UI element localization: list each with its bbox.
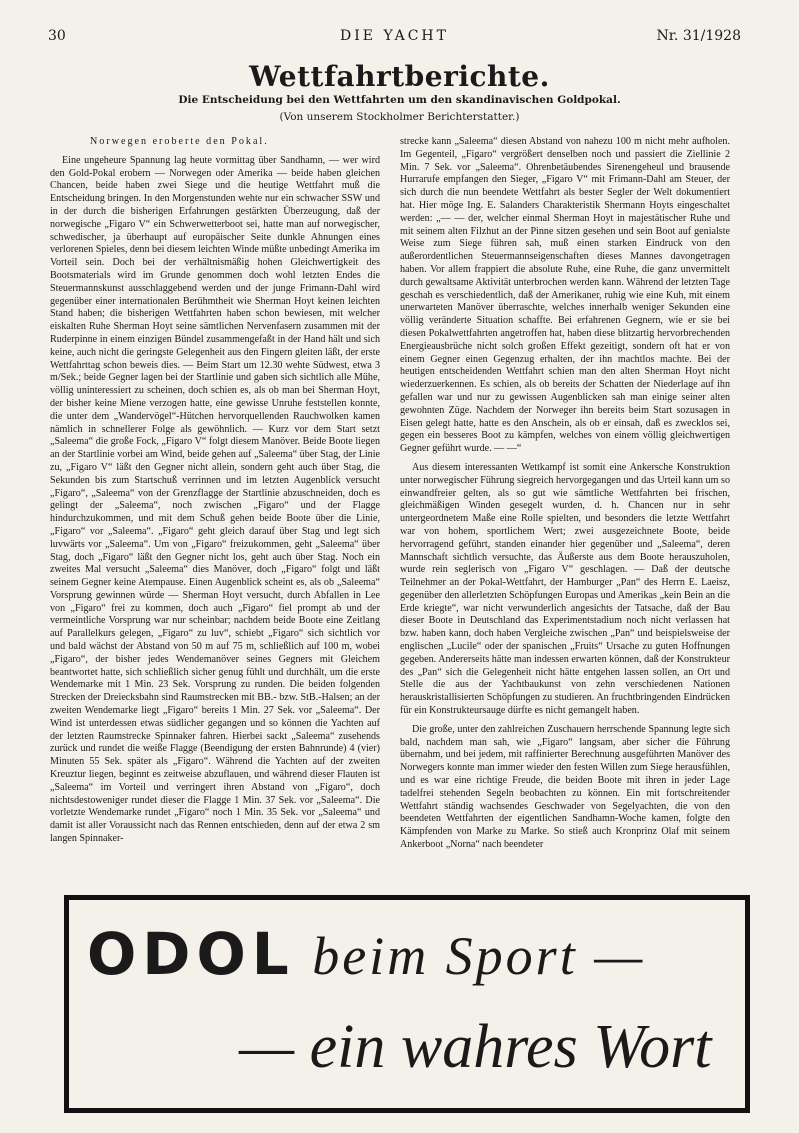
article-byline: (Von unserem Stockholmer Berichterstatter.) xyxy=(279,111,520,123)
ad-brand: ODOL xyxy=(87,920,295,988)
ad-slogan-2: — ein wahres Wort xyxy=(239,1013,712,1081)
article-subtitle: Die Entscheidung bei den Wettfahrten um den skandinavischen Goldpokal. xyxy=(178,94,621,106)
ad-line-1 xyxy=(87,920,645,988)
article-column-right xyxy=(400,136,730,871)
article-title: Wettfahrtberichte. xyxy=(249,60,550,93)
ad-slogan-1: beim Sport — xyxy=(312,926,646,986)
odol-advertisement xyxy=(64,895,750,1113)
article-column-left xyxy=(50,136,380,871)
paragraph: Eine ungeheure Spannung lag heute vormittag über Sandhamn, — wer wird den Gold-Pokal erobern — Norwegen oder Amerika — beide haben gleichen Chancen, beide haben zwei Siege und die heutige Wettfahrt muß die Entscheidung bringen. In den Morgenstunden wehte nur ein schwacher SSW und in der durch die bisherigen Erfahrungen gestärkten Überzeugung, daß der norwegische „Figaro V“ ein Schwerwetterboot sei, hatte man auf norwegischer, schwedischer, ja überhaupt auf europäischer Seite dunkle Ahnungen eines verlorenen Spieles, denn bei diesem leichten Winde müßte unbedingt Amerika im Vorteil sein. Doch bei der verhältnismäßig hohen Gleichwertigkeit des Bootsmaterials wird im Grunde genommen doch wohl letzten Endes die Steuermannskunst ausschlaggebend werden und der junge Frimann-Dahl wird gegenüber einer internationalen Berühmtheit wie Sherman Hoyt keinen leichten Stand haben; die bisherigen Wettfahrten haben schon bewiesen, mit welcher eiskalten Ruhe Sherman Hoyt seine sämtlichen Nervenfasern zusammen mit der Ruderpinne in einem einzigen Bündel zusammengefaßt in der Hand hält und sich keine, auch nicht die geringste Gelegenheit aus den Fingern gleiten läßt, der erste Wettfahrttag schon beweis dies. — Beim Start um 12.30 wehte Südwest, etwa 3 m/Sek.; beide Gegner lagen bei der Startlinie und gaben sich sichtlich alle Mühe, völlig uninteressiert zu scheinen, doch schien es, als ob man bei Sherman Hoyt, der bisher keine Miene verzogen hatte, eine gewisse Unruhe feststellen konnte, die unter dem „Wandervögel“-Hütchen hervorquellenden Rauchwolken kamen nämlich in schnellerer Folge als gewöhnlich. — Kurz vor dem Start setzt „Saleema“ die große Fock, „Figaro V“ folgt diesem Manöver. Beide Boote liegen an der Startlinie vorbei am Wind, beide gehen auf „Saleema“ über Stag, der Linie zu, „Figaro V“ läßt den Gegner nicht allein, sondern geht auch über Stag, die Sekunden bis zum Startschuß verrinnen und im letzten Augenblick versucht „Figaro“, „Saleema“ von der Grenzflagge der Startlinie abzuschneiden, doch es gelingt der „Saleema“, noch zwischen „Figaro“ und der Flagge hindurchzukommen, und mit dem Schuß gehen beide Boote über die Linie, „Figaro“ vor „Saleema“. „Figaro“ geht gleich darauf über Stag und legt sich luvwärts vor „Saleema“. Um von „Figaro“ freizukommen, geht „Saleema“ über Stag, doch „Figaro“ läßt den Gegner nicht los, geht auch über Stag. Noch ein zweites Mal versucht „Saleema“ dies Manöver, doch „Figaro“ folgt und läßt seinem Gegner keine Atempause. Einen Augenblick scheint es, als ob „Saleema“ Vorsprung gewinnen würde — Sherman Hoyt versucht, durch Abfallen in Lee von „Figaro“ frei zu kommen, doch auch „Figaro“ fiel prompt ab und der vermeintliche Vorsprung war nur scheinbar; nachdem beide Boote eine Zeitlang auf Parallelkurs gelegen, „Figaro“ zu luv“, schiebt „Figaro“ sich sichtlich vor und bald wächst der Abstand von 50 m auf 75 m, schließlich auf 100 m, wobei „Figaro“, der bisher jedes Wendemanöver seines Gegners mit Gleichem beantwortet hatte, sich schließlich sicher genug fühlt und durchhält, um die erste Wendemarke mit 1 Min. 23 Sek. Vorsprung zu runden. Die beiden folgenden Strecken der Dreiecksbahn sind Raumstrecken mit BB.- bzw. StB.-Halsen; an der zweiten Wendemarke liegt „Figaro“ bereits 1 Min. 27 Sek. vor „Saleema“. Der Wind ist unterdessen etwas südlicher gegangen und so können die Yachten auf der letzten Raumstrecke Spinnaker fahren. Hierbei sackt „Saleema“ zusehends zurück und rundet die weiße Flagge (Beendigung der ersten Bahnrunde) 4 (vier) Minuten 55 Sek. später als „Figaro“. Während die Yachten auf der zweiten Kreuztur liegen, beginnt es zeitweise abzuflauen, und während dieser Flauten ist „Saleema“ im Vorteil und verringert ihren Abstand von „Figaro“, doch nichtsdestoweniger rundet dieser die Flagge 1 Min. 37 Sek. vor „Saleema“. Die vorletzte Wendemarke rundet „Figaro“ noch 1 Min. 35 Sek. vor „Saleema“ und damit ist aller Voraussicht nach das Rennen entschieden, denn auf der etwa 2 sm langen Spinnaker- xyxy=(50,154,380,845)
paragraph: strecke kann „Saleema“ diesen Abstand von nahezu 100 m nicht mehr aufholen. Im Gegenteil, „Figaro“ vergrößert denselben noch und passiert die Ziellinie 2 Min. 7 Sek. vor „Saleema“. Ohrenbetäubendes Sirenengeheul und brausende Hurrarufe empfangen den Sieger, „Figaro V“ mit Frimann-Dahl am Steuer, der sich durch die nun beendete Wettfahrt als bester Segler der Welt dokumentiert hat. Hier möge Ing. E. Salanders Charakteristik Shermann Hoyts eingeschaltet werden: „— — der, welcher einmal Sherman Hoyt in majestätischer Ruhe und mit seinem alten Filzhut an der Pinne sitzen gesehen und sein Boot auf genialste Weise zum Siege führen sah, muß einen starken Eindruck von den außerordentlichen Steuermannseigenschaften dieses Mannes davongetragen haben. Vor allem frappiert die absolute Ruhe, eine Ruhe, die ganz unvermittelt durch gewaltsame Aktivität unterbrochen werden kann. Während der letzten Tage geschah es verschiedentlich, daß der Amerikaner, ruhig wie eine Kuh, mit einem unerwarteten Manöver überraschte, welches innerhalb weniger Sekunden eine völlig veränderte Situation schaffte. Bei erfahrenen Gegnern, wie er sie bei diesen Pokalwettfahrten angetroffen hat, haben diese blitzartig hervorbrechenden Energieausbrüche nicht solch großen Effekt gezeitigt, sondern oft hat er von einem Gegner einen Gegenzug erhalten, der ihn machtlos machte. Bei der heutigen entscheidenden Wettfahrt schien man den alten Sherman Hoyt nicht wiederzuerkennen. Es schien, als ob bereits der Schatten der Niederlage auf ihn gefallen war und nur zu gewissen Augenblicken sah man einige seiner alten gewohnten Züge. Nachdem der Norweger ihn bereits beim Start sozusagen in Eisen gelegt hatte, hatte es den Anschein, als ob er einsah, daß es zwecklos sei, gegen ein besseres Boot zu kämpfen, welches von einem völlig gleichwertigen Gegner geführt wurde. — —“ xyxy=(400,136,730,455)
paragraph: Die große, unter den zahlreichen Zuschauern herrschende Spannung legte sich bald, nachdem man sah, wie „Figaro“ langsam, aber sicher die Führung übernahm, und bei jedem, mit raffinierter Berechnung ausgeführten Manöver des Norwegers konnte man immer wieder den festen Willen zum Siege herausfühlen, und es war eine richtige Freude, die beiden Boote mit ihren in jeder Lage tadelfrei stehenden Segeln beobachten zu können. Ein mit fortschreitender Wettfahrt ständig wachsendes Geschwader von Segelyachten, die von den beendeten Wettfahrten der eigentlichen Sandhamn-Woche kamen, folgte den Kämpfenden von Marke zu Marke. So stieß auch Kronprinz Olaf mit seinem Ankerboot „Norna“ nach beendeter xyxy=(400,723,730,851)
paragraph: Aus diesem interessanten Wettkampf ist somit eine Ankersche Konstruktion unter norwegischer Führung siegreich hervorgegangen und das Urteil kann um so einwandfreier gelten, als so gut wie sämtliche Wettfahrten bei frischen, gleichmäßigen Winden gesegelt wurden, d. h. Chancen nur in sehr untergeordnetem Maße eine Rolle spielten, und besonders die letzte Wettfahrt war von hohem, sportlichem Wert; zwei ausgezeichnete Boote, beide hervorragend geführt, standen einander hier gegenüber und „Saleema“, deren Mannschaft sichtlich versuchte, das Äußerste aus dem Boote herauszuholen, wurde rein seglerisch von „Figaro V“ geschlagen. — Daß der deutsche Teilnehmer an der Pokal-Wettfahrt, der Hamburger „Pan“ des Herrn E. Laeisz, gegenüber den allerletzten Schöpfungen Europas und Amerikas „kein Bein an die Erde kriegte“, war nicht verwunderlich angesichts der Tatsache, daß der Bau dieser Boote in Deutschland das Experimentstadium noch nicht verlassen hat bzw. haben kann, doch haben Vergleiche zwischen „Pan“ und beispielsweise der englischen „Lucile“ oder der spanischen „Fruits“ Ursache zu guten Hoffnungen gegeben. Andererseits hätte man indessen erwarten können, daß der Konstrukteur des „Pan“ sich die Gelegenheit nicht hätte entgehen lassen sollen, an Ort und Stelle die aus der Yachtbaukunst von zehn verschiedenen Nationen herauskristallisierten Schöpfungen zu studieren. An fruchtbringenden Eindrücken für ein Konstrukteursauge dürfte es nicht gemangelt haben. xyxy=(400,461,730,717)
issue-number: Nr. 31/1928 xyxy=(656,28,741,44)
page-number: 30 xyxy=(48,28,66,44)
magazine-title: DIE YACHT xyxy=(340,28,449,44)
page-header xyxy=(48,28,741,48)
article-lead: Norwegen eroberte den Pokal. xyxy=(90,136,269,147)
